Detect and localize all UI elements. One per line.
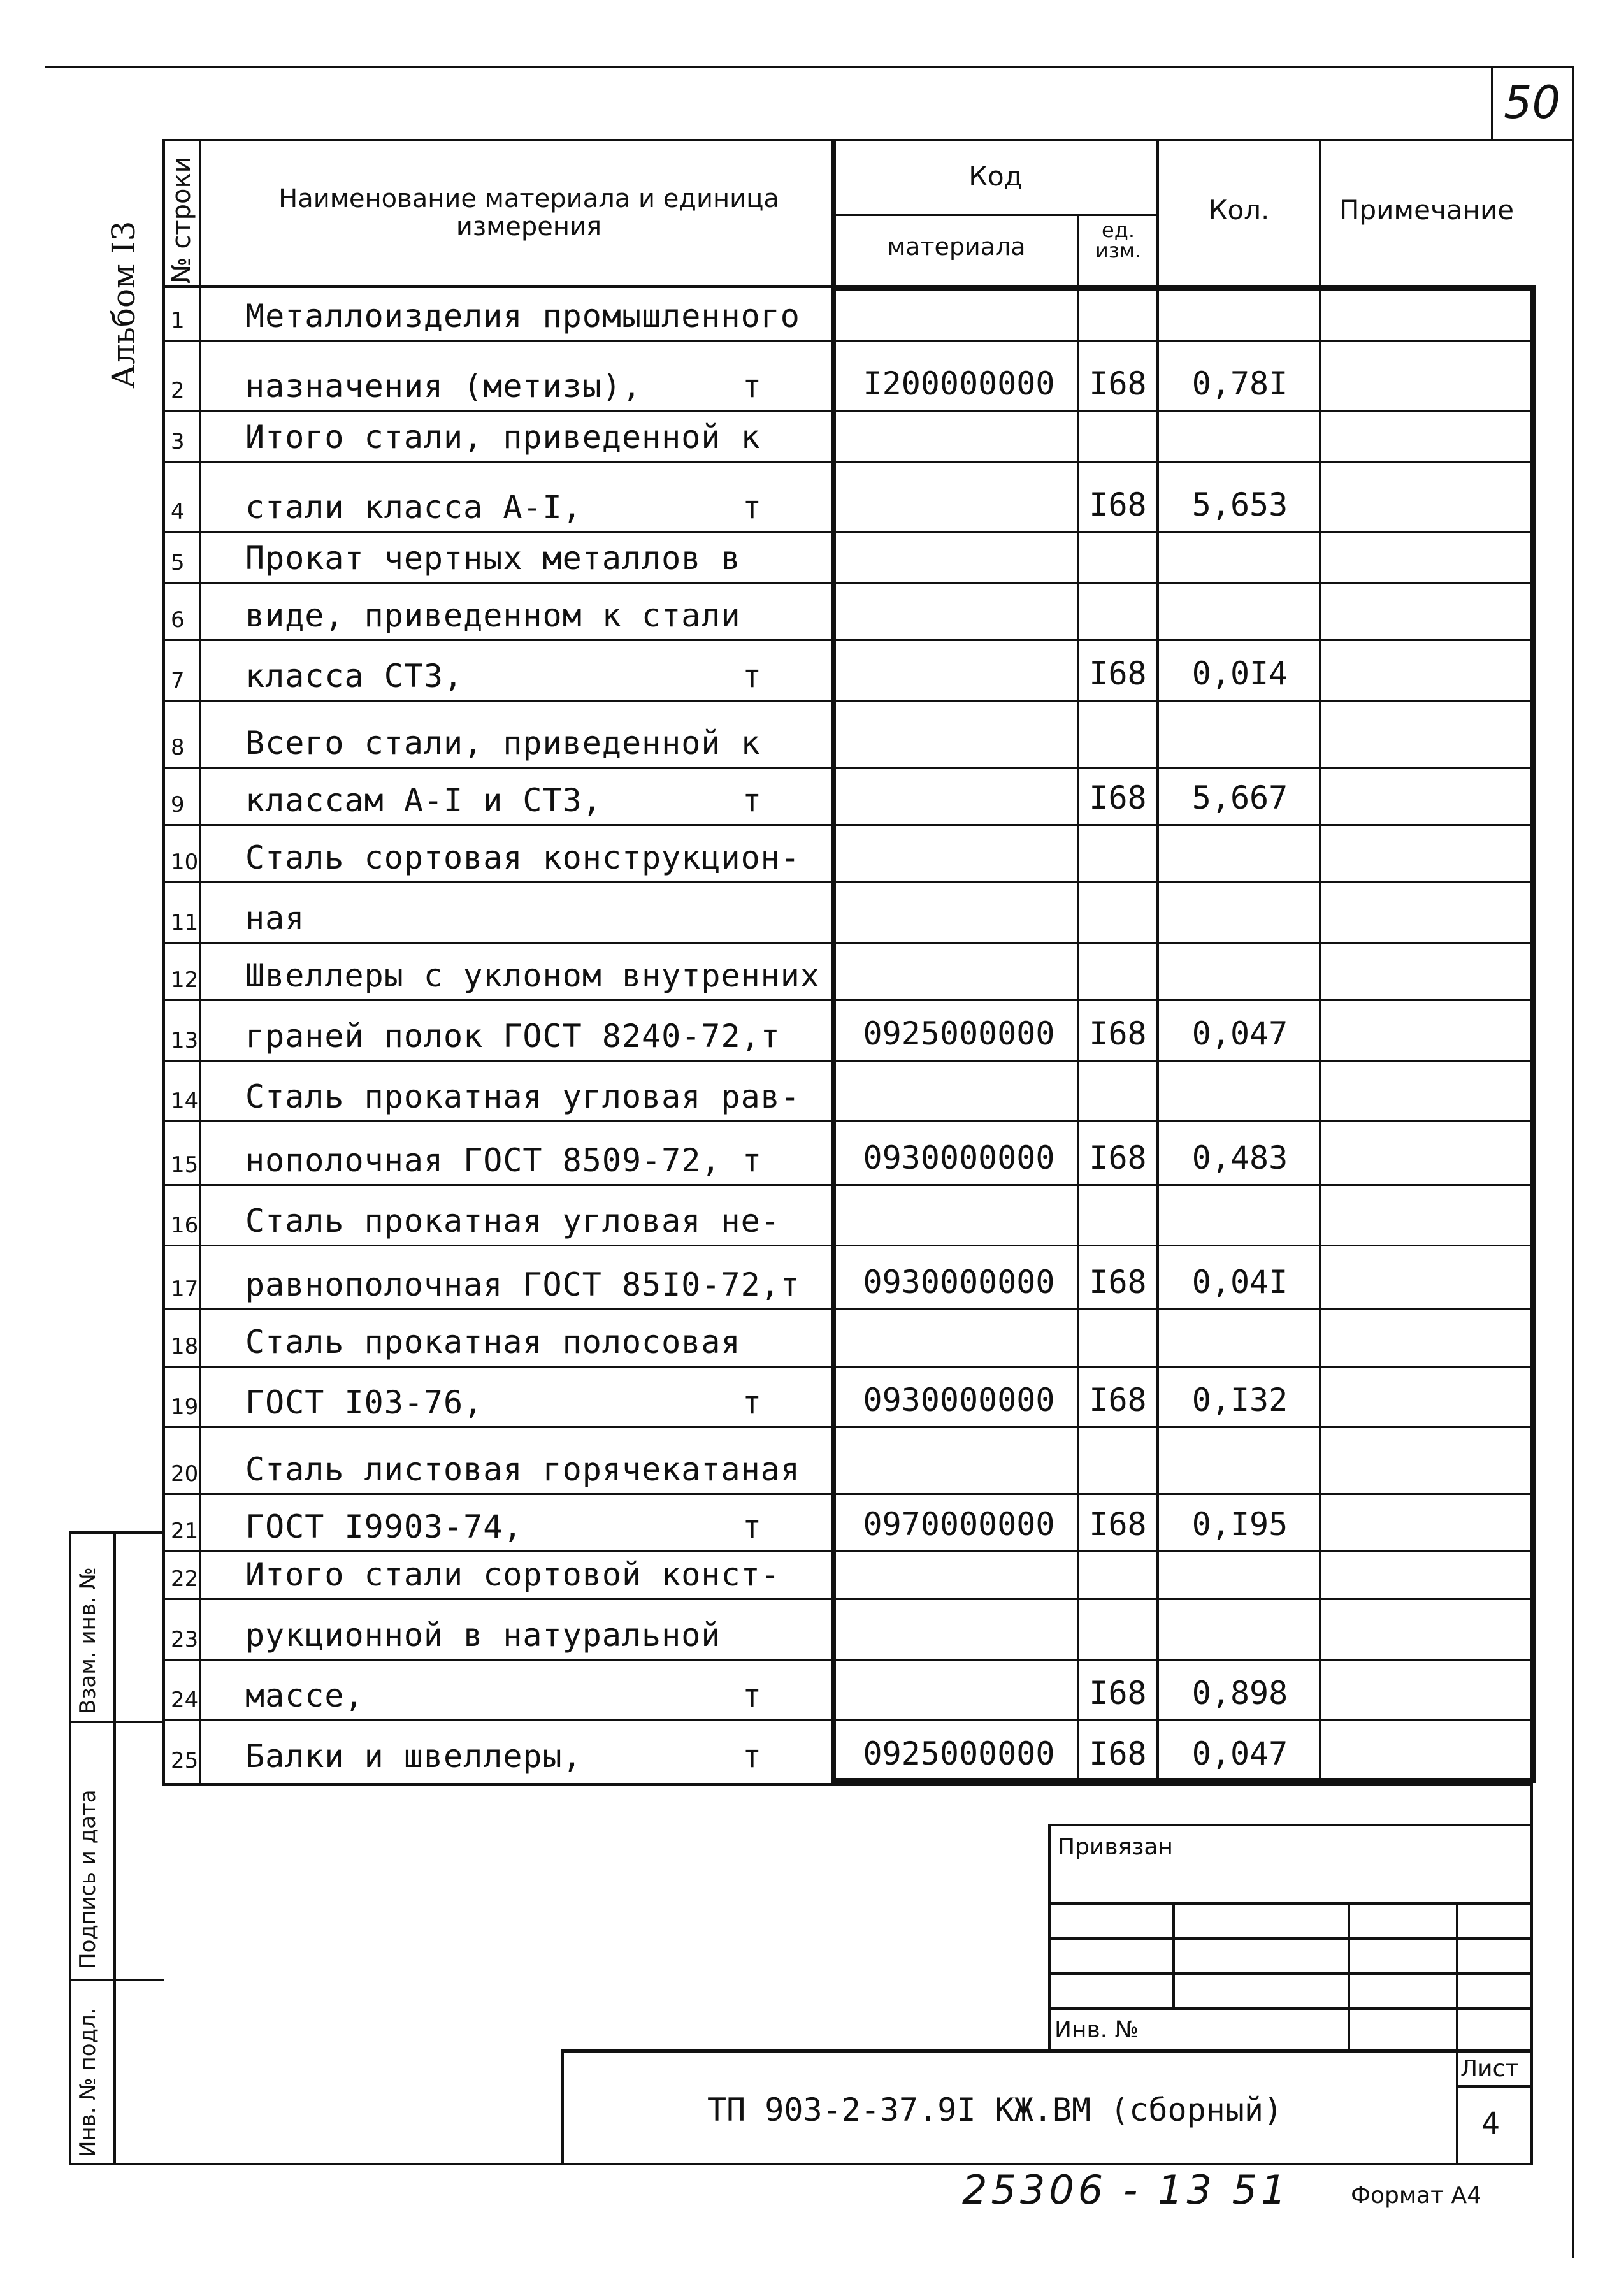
row-material-code: 0930000000 bbox=[863, 1139, 1055, 1176]
row-material-name: ная bbox=[245, 900, 305, 937]
row-separator bbox=[162, 531, 1532, 533]
row-number: 12 bbox=[171, 967, 199, 993]
row-quantity: 0,047 bbox=[1191, 1735, 1288, 1772]
row-material-name: виде, приведенном к стали bbox=[245, 597, 741, 634]
row-material-name: массе, bbox=[245, 1677, 364, 1714]
footer-format: Формат А4 bbox=[1351, 2183, 1482, 2209]
row-material-name: равнополочная ГОСТ 85I0-72,т bbox=[245, 1266, 800, 1303]
row-material-name: Итого стали, приведенной к bbox=[245, 419, 761, 456]
row-separator bbox=[162, 824, 1532, 826]
row-unit-code: I68 bbox=[1089, 1506, 1147, 1543]
row-material-name: Сталь прокатная угловая не- bbox=[245, 1202, 781, 1239]
row-unit-code: I68 bbox=[1089, 1735, 1147, 1772]
row-separator bbox=[162, 1493, 1532, 1495]
row-separator bbox=[162, 410, 1532, 412]
row-number: 4 bbox=[171, 499, 185, 524]
row-unit-code: I68 bbox=[1089, 779, 1147, 816]
row-unit: т bbox=[742, 1384, 763, 1421]
tb-bottom-line bbox=[162, 2163, 1532, 2165]
row-separator bbox=[162, 1659, 1532, 1661]
row-quantity: 5,667 bbox=[1191, 779, 1288, 816]
row-separator bbox=[162, 1060, 1532, 1062]
footer-handwritten-number: 25306 - 13 51 bbox=[962, 2167, 1290, 2213]
row-number: 2 bbox=[171, 378, 185, 403]
row-separator bbox=[162, 1308, 1532, 1310]
row-material-name: Сталь листовая горячекатаная bbox=[245, 1451, 800, 1488]
stamp-top-line bbox=[69, 1531, 164, 1534]
sheet-box-left bbox=[1491, 66, 1493, 139]
col-line-code bbox=[1077, 214, 1079, 1783]
tb-list-value: 4 bbox=[1481, 2106, 1500, 2142]
row-number: 3 bbox=[171, 429, 185, 454]
row-separator bbox=[162, 881, 1532, 883]
row-number: 19 bbox=[171, 1394, 199, 1420]
row-unit-code: I68 bbox=[1089, 1382, 1147, 1419]
tb-inv-no: Инв. № bbox=[1054, 2017, 1139, 2043]
row-separator bbox=[162, 1550, 1532, 1552]
row-material-name: Металлоизделия промышленного bbox=[245, 298, 800, 335]
tb-grid-2 bbox=[1048, 1937, 1532, 1940]
row-separator bbox=[162, 1598, 1532, 1600]
row-material-name: Всего стали, приведенной к bbox=[245, 725, 761, 762]
row-unit-code: I68 bbox=[1089, 1015, 1147, 1052]
col-line-rownum bbox=[199, 139, 201, 1783]
top-rule bbox=[45, 66, 1574, 68]
row-quantity: 5,653 bbox=[1191, 486, 1288, 523]
row-unit-code: I68 bbox=[1089, 1139, 1147, 1176]
tb-privyazan-top bbox=[1048, 1824, 1532, 1826]
header-code: Код bbox=[968, 161, 1023, 192]
row-number: 15 bbox=[171, 1152, 199, 1178]
row-separator bbox=[162, 1245, 1532, 1246]
row-number: 25 bbox=[171, 1748, 199, 1773]
row-number: 17 bbox=[171, 1276, 199, 1302]
stamp-bottom-line bbox=[69, 2163, 164, 2165]
col-line-name bbox=[831, 139, 836, 1783]
stamp-line-2 bbox=[69, 1979, 164, 1981]
row-separator bbox=[162, 582, 1532, 584]
row-quantity: 0,483 bbox=[1191, 1139, 1288, 1176]
sheet-number-top: 50 bbox=[1504, 76, 1561, 129]
row-unit: т bbox=[742, 489, 763, 526]
row-material-name: рукционной в натуральной bbox=[245, 1617, 721, 1654]
row-separator bbox=[162, 999, 1532, 1001]
col-line-right-bold bbox=[1530, 285, 1536, 1783]
row-material-name: ГОСТ I9903-74, bbox=[245, 1508, 523, 1545]
row-separator bbox=[162, 461, 1532, 463]
row-unit-code: I68 bbox=[1089, 1264, 1147, 1301]
row-unit-code: I68 bbox=[1089, 365, 1147, 402]
row-number: 5 bbox=[171, 550, 185, 575]
row-material-name: Сталь прокатная полосовая bbox=[245, 1324, 741, 1361]
tb-main-top bbox=[561, 2049, 1532, 2053]
row-separator bbox=[162, 639, 1532, 641]
row-number: 14 bbox=[171, 1088, 199, 1114]
row-quantity: 0,047 bbox=[1191, 1015, 1288, 1052]
row-number: 10 bbox=[171, 849, 199, 875]
col-line-qty bbox=[1319, 139, 1321, 1783]
tb-main-left bbox=[561, 2049, 564, 2163]
row-quantity: 0,898 bbox=[1191, 1675, 1288, 1712]
row-material-code: 0925000000 bbox=[863, 1015, 1055, 1052]
row-number: 13 bbox=[171, 1028, 199, 1053]
row-material-code: I200000000 bbox=[863, 365, 1055, 402]
row-separator bbox=[162, 1120, 1532, 1122]
header-row-no: № строки bbox=[167, 156, 196, 284]
row-separator bbox=[162, 1426, 1532, 1428]
tb-grid-v1 bbox=[1172, 1902, 1175, 2007]
header-name: Наименование материала и единица измерения bbox=[278, 184, 779, 242]
row-material-code: 0925000000 bbox=[863, 1735, 1055, 1772]
row-unit-code: I68 bbox=[1089, 486, 1147, 523]
row-unit-code: I68 bbox=[1089, 1675, 1147, 1712]
stamp-podpis: Подпись и дата bbox=[75, 1789, 101, 1969]
row-quantity: 0,78I bbox=[1191, 365, 1288, 402]
row-material-name: Прокат чертных металлов в bbox=[245, 540, 741, 577]
row-number: 9 bbox=[171, 792, 185, 818]
tb-grid-1 bbox=[1048, 1902, 1532, 1905]
row-material-name: Швеллеры с уклоном внутренних bbox=[245, 957, 820, 994]
header-code-unit: ед. изм. bbox=[1095, 218, 1142, 263]
row-unit: т bbox=[742, 658, 763, 695]
row-number: 18 bbox=[171, 1334, 199, 1359]
row-material-code: 0930000000 bbox=[863, 1382, 1055, 1419]
row-material-name: Сталь сортовая конструкцион- bbox=[245, 839, 800, 876]
album-label: Альбом I3 bbox=[105, 220, 142, 389]
row-unit: т bbox=[742, 1142, 763, 1179]
row-unit-code: I68 bbox=[1089, 655, 1147, 692]
row-separator bbox=[162, 1366, 1532, 1368]
stamp-left-line bbox=[69, 1531, 71, 2165]
tb-list-split bbox=[1456, 2085, 1532, 2088]
header-code-material: материала bbox=[887, 233, 1026, 261]
row-material-name: граней полок ГОСТ 8240-72,т bbox=[245, 1018, 781, 1055]
col-line-unit bbox=[1156, 139, 1159, 1783]
table-top-bold bbox=[831, 285, 1536, 291]
row-material-name: нополочная ГОСТ 8509-72, bbox=[245, 1142, 721, 1179]
row-quantity: 0,0I4 bbox=[1191, 655, 1288, 692]
row-material-name: назначения (метизы), bbox=[245, 368, 642, 405]
row-material-name: Итого стали сортовой конст- bbox=[245, 1556, 781, 1593]
tb-list-label: Лист bbox=[1460, 2056, 1519, 2082]
row-material-name: Сталь прокатная угловая рав- bbox=[245, 1078, 800, 1115]
col-line-left bbox=[162, 139, 165, 1783]
row-material-code: 0970000000 bbox=[863, 1506, 1055, 1543]
row-number: 21 bbox=[171, 1519, 199, 1544]
stamp-line-1 bbox=[69, 1721, 164, 1723]
row-quantity: 0,I95 bbox=[1191, 1506, 1288, 1543]
stamp-vzam: Взам. инв. № bbox=[75, 1567, 101, 1714]
tb-grid-v2 bbox=[1348, 1902, 1350, 2050]
row-number: 16 bbox=[171, 1213, 199, 1238]
row-number: 22 bbox=[171, 1566, 199, 1592]
row-separator bbox=[162, 700, 1532, 702]
row-separator bbox=[162, 767, 1532, 769]
row-number: 11 bbox=[171, 910, 199, 935]
row-material-name: классам А-I и СТ3, bbox=[245, 782, 602, 819]
row-number: 8 bbox=[171, 735, 185, 760]
header-code-split bbox=[835, 214, 1156, 216]
row-unit: т bbox=[742, 1738, 763, 1775]
row-number: 20 bbox=[171, 1461, 199, 1487]
tb-doc-code: ТП 903-2-37.9I КЖ.ВМ (сборный) bbox=[707, 2091, 1283, 2128]
row-number: 1 bbox=[171, 308, 185, 333]
tb-grid-3 bbox=[1048, 1972, 1532, 1975]
row-number: 24 bbox=[171, 1687, 199, 1713]
row-separator bbox=[162, 942, 1532, 944]
tb-top-line bbox=[162, 1783, 1532, 1786]
row-separator bbox=[162, 340, 1532, 342]
row-material-name: ГОСТ I03-76, bbox=[245, 1384, 484, 1421]
header-qty: Кол. bbox=[1208, 194, 1270, 226]
row-number: 23 bbox=[171, 1627, 199, 1652]
row-number: 7 bbox=[171, 668, 185, 693]
right-border-line bbox=[1572, 66, 1574, 2258]
header-top-line bbox=[162, 139, 1574, 141]
stamp-inv-podl: Инв. № подл. bbox=[75, 2007, 101, 2157]
tb-grid-4 bbox=[1048, 2007, 1532, 2010]
row-unit: т bbox=[742, 1508, 763, 1545]
row-number: 6 bbox=[171, 607, 185, 633]
row-material-name: класса СТ3, bbox=[245, 658, 464, 695]
tb-privyazan: Привязан bbox=[1058, 1834, 1173, 1860]
row-unit: т bbox=[742, 1677, 763, 1714]
row-separator bbox=[162, 1719, 1532, 1721]
tb-grid-v3 bbox=[1456, 1902, 1458, 2163]
row-quantity: 0,I32 bbox=[1191, 1382, 1288, 1419]
row-unit: т bbox=[742, 782, 763, 819]
row-material-name: Балки и швеллеры, bbox=[245, 1738, 582, 1775]
table-bottom-bold bbox=[831, 1778, 1536, 1783]
stamp-mid-line bbox=[113, 1531, 116, 2165]
row-quantity: 0,04I bbox=[1191, 1264, 1288, 1301]
row-material-code: 0930000000 bbox=[863, 1264, 1055, 1301]
header-note: Примечание bbox=[1339, 194, 1515, 226]
row-unit: т bbox=[742, 368, 763, 405]
row-material-name: стали класса А-I, bbox=[245, 489, 582, 526]
row-separator bbox=[162, 1184, 1532, 1186]
